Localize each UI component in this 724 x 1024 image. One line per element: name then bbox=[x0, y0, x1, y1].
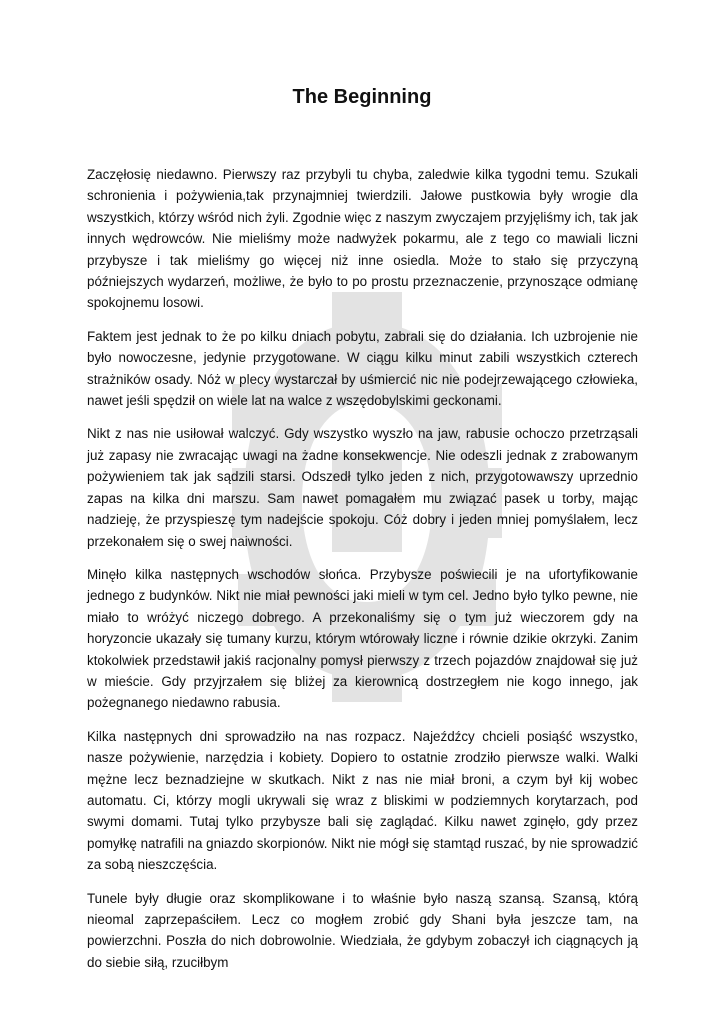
paragraph-1: Zaczęłosię niedawno. Pierwszy raz przybyli tu chyba, zaledwie kilka tygodni temu. Szukali schronienia i pożywienia,tak przynajmniej twierdzili. Jałowe pustkowia były wrogie dla wszystkich, którzy wśród nich żyli. Zgodnie więc z naszym zwyczajem przyjęliśmy ich, tak jak innych wędrowców. Nie mieliśmy może nadwyżek pokarmu, ale z tego co mawiali liczni przybysze i tak mieliśmy go więcej niż inne osiedla. Może to stało się przyczyną późniejszych wydarzeń, możliwe, że było to po prostu przeznaczenie, przynoszące odmianę spokojnemu losowi. bbox=[87, 167, 638, 311]
paragraph-5: Kilka następnych dni sprowadziło na nas rozpacz. Najeźdźcy chcieli posiąść wszystko, nasze pożywienie, narzędzia i kobiety. Dopiero to ostatnie zrodziło pierwsze walki. Walki mężne lecz beznadziejne w skutkach. Nikt z nas nie miał broni, a czym był kij wobec automatu. Ci, którzy mogli ukrywali się wraz z bliskimi w podziemnych korytarzach, pod swymi domami. Tutaj tylko przybysze bali się zaglądać. Kilku nawet zginęło, gdy przez pomyłkę natrafili na gniazdo skorpionów. Nikt nie mógł się stamtąd ruszać, by nie sprowadzić za sobą nieszczęścia. bbox=[87, 728, 638, 873]
paragraph-2: Faktem jest jednak to że po kilku dniach pobytu, zabrali się do działania. Ich uzbrojenie nie było nowoczesne, jedynie przygotowane. W ciągu kilku minut zabili wszystkich czterech strażników osady. Nóż w plecy wystarczał by uśmiercić nic nie podejrzewającego człowieka, nawet jeśli spędził on wiele lat na walce z wszędobylskimi geckonami. bbox=[87, 328, 638, 409]
document-title: The Beginning bbox=[292, 86, 432, 108]
paragraph-3: Nikt z nas nie usiłował walczyć. Gdy wszystko wyszło na jaw, rabusie ochoczo przetrząsali już zapasy nie zwracając uwagi na żadne konsekwencje. Nie odeszli jednak z zrabowanym pożywieniem tak jak sądzili starsi. Odszedł tylko jeden z nich, przygotowawszy uprzednio zapas na kilka dni marszu. Sam nawet pomagałem mu związać pasek u torby, mając nadzieję, że przyspieszę tym nadejście spokoju. Cóż dobry i jeden mniej pomyślałem, lecz przekonałem się o swej naiwności. bbox=[87, 426, 638, 549]
document-body bbox=[87, 164, 638, 985]
paragraph-6: Tunele były długie oraz skomplikowane i to właśnie było naszą szansą. Szansą, którą nieomal zaprzepaściłem. Lecz co mogłem zrobić gdy Shani była jeszcze tam, na powierzchni. Poszła do nich dobrowolnie. Wiedziała, że gdybym zobaczył ich ciągnących ją do siebie siłą, rzuciłbym bbox=[87, 890, 638, 970]
paragraph-4: Minęło kilka następnych wschodów słońca. Przybysze poświecili je na ufortyfikowanie jednego z budynków. Nikt nie miał pewności jaki mieli w tym cel. Jedno było tylko pewne, nie miało to wróżyć niczego dobrego. A przekonaliśmy się o tym już wieczorem gdy na horyzoncie ukazały się tumany kurzu, którym wtórowały liczne i równie dzikie okrzyki. Zanim ktokolwiek przedstawił jakiś racjonalny pomysł pierwszy z trzech pojazdów znajdował się już w mieście. Gdy przyjrzałem się bliżej za kierownicą dostrzegłem nie kogo innego, jak pożegnanego niedawno rabusia. bbox=[87, 566, 638, 711]
